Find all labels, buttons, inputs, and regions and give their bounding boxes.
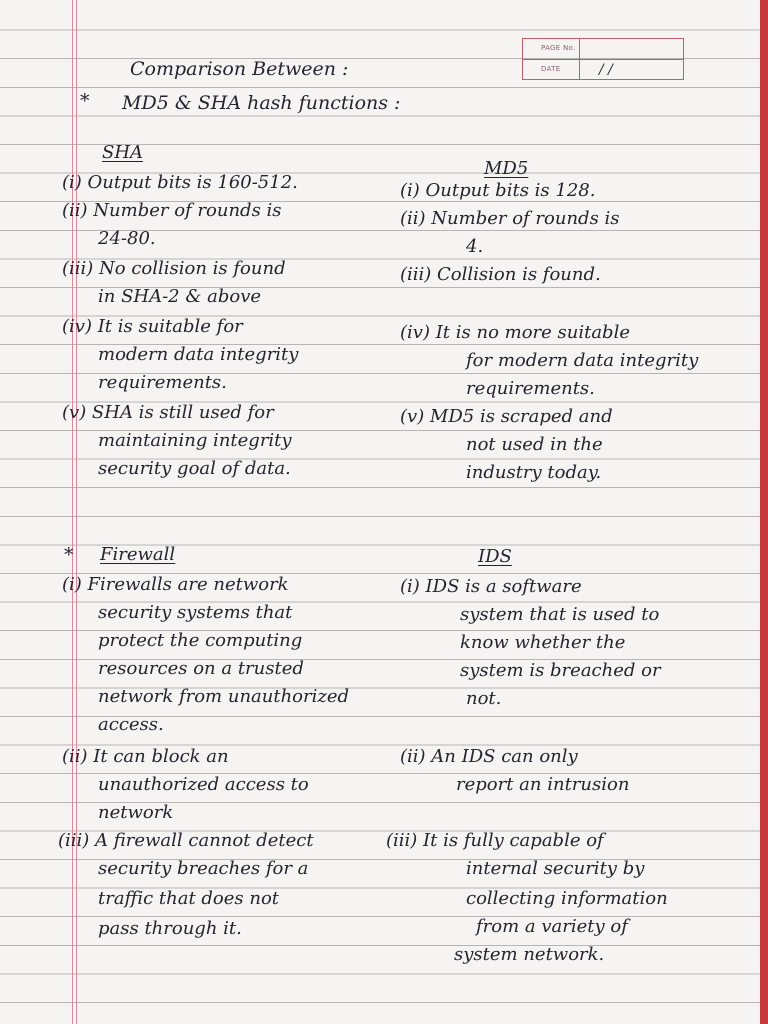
page-date-box xyxy=(522,38,684,80)
sha-line: modern data integrity xyxy=(98,344,299,365)
md5-line: (i) Output bits is 128. xyxy=(400,180,596,201)
section2-star: * xyxy=(64,544,74,566)
sha-line: (iii) No collision is found xyxy=(62,258,286,279)
page-edge xyxy=(760,0,768,1024)
firewall-line: network from unauthorized xyxy=(98,686,350,707)
md5-line: (iv) It is no more suitable xyxy=(400,322,630,343)
margin-line xyxy=(76,0,77,1024)
sha-heading: SHA xyxy=(102,142,144,163)
md5-line: industry today. xyxy=(466,462,602,483)
ids-line: system is breached or xyxy=(460,660,661,681)
page-title: Comparison Between : xyxy=(130,58,349,80)
firewall-line: pass through it. xyxy=(98,918,242,939)
sha-line: security goal of data. xyxy=(98,458,291,479)
md5-heading: MD5 xyxy=(484,158,529,179)
sha-line: (v) SHA is still used for xyxy=(62,402,274,423)
firewall-line: (ii) It can block an xyxy=(62,746,229,767)
md5-line: 4. xyxy=(466,236,484,257)
ids-line: internal security by xyxy=(466,858,645,879)
ids-line: (ii) An IDS can only xyxy=(400,746,578,767)
section1-heading: MD5 & SHA hash functions : xyxy=(122,92,401,114)
firewall-line: (iii) A firewall cannot detect xyxy=(58,830,314,851)
firewall-line: unauthorized access to xyxy=(98,774,309,795)
md5-line: requirements. xyxy=(466,378,595,399)
firewall-line: protect the computing xyxy=(98,630,303,651)
sha-line: requirements. xyxy=(98,372,227,393)
ids-line: not. xyxy=(466,688,502,709)
md5-line: not used in the xyxy=(466,434,603,455)
sha-line: in SHA-2 & above xyxy=(98,286,262,307)
md5-line: for modern data integrity xyxy=(466,350,699,371)
ids-line: collecting information xyxy=(466,888,668,909)
firewall-line: security breaches for a xyxy=(98,858,309,879)
ids-line: (i) IDS is a software xyxy=(400,576,582,597)
md5-line: (v) MD5 is scraped and xyxy=(400,406,613,427)
date-value: / / xyxy=(599,62,613,78)
ids-line: from a variety of xyxy=(476,916,628,937)
ids-line: system that is used to xyxy=(460,604,660,625)
firewall-line: access. xyxy=(98,714,164,735)
ids-line: report an intrusion xyxy=(456,774,630,795)
page-no-label: PAGE No. xyxy=(541,44,576,52)
ids-line: system network. xyxy=(454,944,605,965)
margin-line xyxy=(72,0,73,1024)
sha-line: (i) Output bits is 160-512. xyxy=(62,172,298,193)
md5-line: (ii) Number of rounds is xyxy=(400,208,620,229)
sha-line: (iv) It is suitable for xyxy=(62,316,243,337)
ids-heading: IDS xyxy=(478,546,512,567)
date-label: DATE xyxy=(541,65,561,73)
firewall-line: network xyxy=(98,802,174,823)
firewall-line: security systems that xyxy=(98,602,293,623)
sha-line: 24-80. xyxy=(98,228,156,249)
firewall-line: traffic that does not xyxy=(98,888,280,909)
sha-line: (ii) Number of rounds is xyxy=(62,200,282,221)
ids-line: (iii) It is fully capable of xyxy=(386,830,604,851)
sha-line: maintaining integrity xyxy=(98,430,292,451)
firewall-line: resources on a trusted xyxy=(98,658,304,679)
section1-star: * xyxy=(80,90,90,112)
ids-line: know whether the xyxy=(460,632,626,653)
firewall-line: (i) Firewalls are network xyxy=(62,574,289,595)
firewall-heading: Firewall xyxy=(100,544,176,565)
md5-line: (iii) Collision is found. xyxy=(400,264,601,285)
